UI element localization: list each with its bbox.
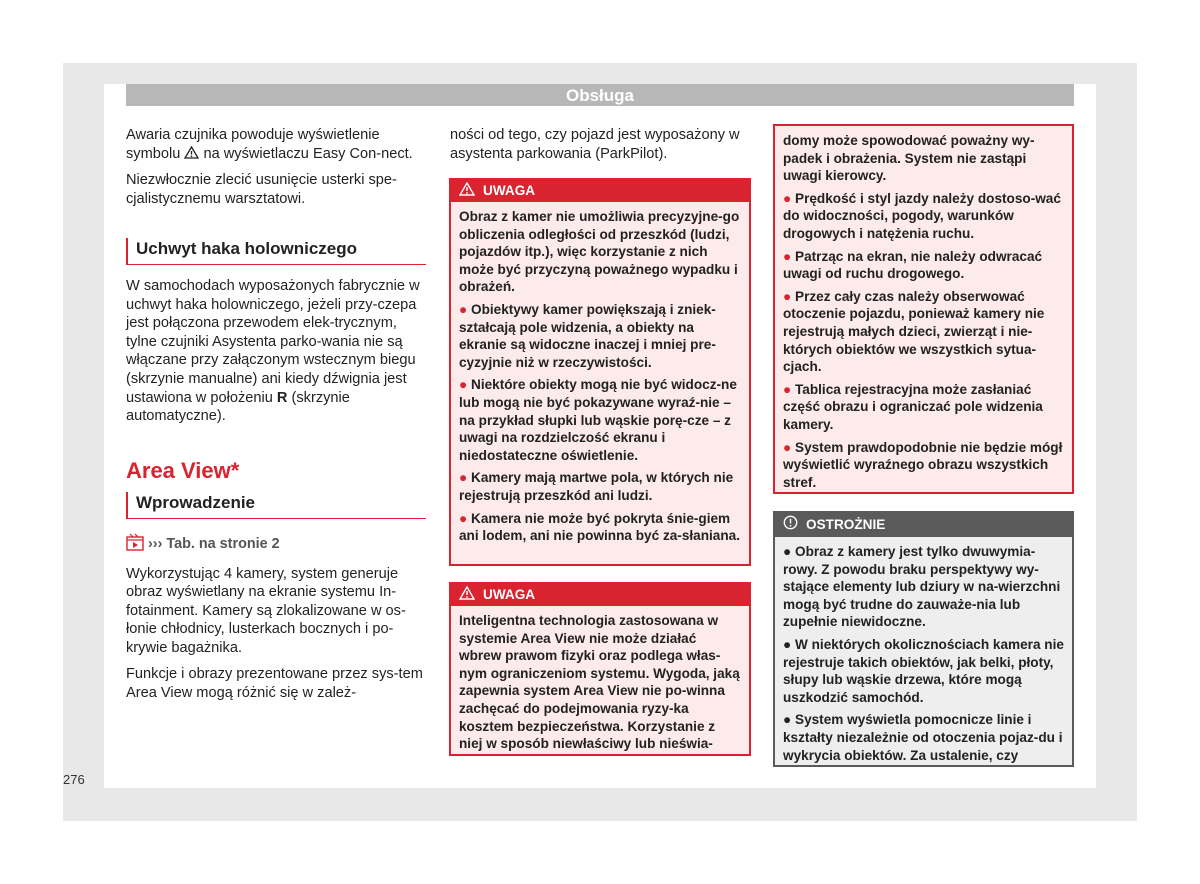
warning-triangle-icon xyxy=(184,146,203,162)
list-item: ● Tablica rejestracyjna może zasłaniać część obrazu i ograniczać pole widzenia kamery. xyxy=(783,381,1043,432)
list-item: ● Prędkość i styl jazdy należy dostoso-wać do widoczności, pogody, warunków drogowych i natężenia ruchu. xyxy=(783,190,1061,241)
gear-r-label: R xyxy=(276,389,288,406)
paragraph-sensor-fault: Awaria czujnika powoduje wyświetlenie symbolu na wyświetlaczu Easy Con-nect. xyxy=(126,127,413,162)
list-item: ● Przez cały czas należy obserwować otoczenie pojazdu, ponieważ kamery nie rejestrują małych dzieci, zwierząt i nie-których obiektów we wszystkich sytua-cjach. xyxy=(783,288,1045,375)
caution-box-header: OSTROŻNIE xyxy=(775,513,1072,537)
column-1 xyxy=(126,126,426,711)
heading-tow-hitch: Uchwyt haka holowniczego xyxy=(126,238,426,265)
paragraph-functions: Funkcje i obrazy prezentowane przez sys-tem Area View mogą różnić się w zależ- xyxy=(126,666,423,702)
section-header: Obsługa xyxy=(126,84,1074,106)
table-reference xyxy=(126,533,426,557)
list-item: ● Niektóre obiekty mogą nie być widocz-ne lub mogą nie być pokazywane wyraź-nie – na przykład słupki lub wąskie porę-cze – z uwagi na rozdzielczość ekranu i niedostateczne oświetlenie. xyxy=(459,377,737,463)
column-2 xyxy=(450,126,750,171)
list-item: ● Patrząc na ekran, nie należy odwracać uwagi od ruchu drogowego. xyxy=(783,248,1043,282)
warning-2-intro: Inteligentna technologia zastosowana w systemie Area View nie może działać wbrew prawom fizyki oraz podlega włas-nym ograniczeniom systemu. Wygoda, jaką zapewnia system Area View nie po-winna zachęcać do podejmowania ryzy-ka kosztem bezpieczeństwa. Korzystanie z niej w sposób niewłaściwy lub nieświa- xyxy=(459,613,740,752)
list-item: ● Obiektywy kamer powiększają i zniek-ształcają pole widzenia, a obiekty na ekranie są widoczne inaczej i mniej pre-cyzyjnie niż w rzeczywistości. xyxy=(459,301,716,370)
list-item: ● W niektórych okolicznościach kamera nie rejestruje takich obiektów, jak belki, płoty, słupy lub wąskie drzewa, które mogą uszkodzić samochód. xyxy=(783,636,1064,705)
caution-box xyxy=(773,511,1074,767)
page-number: 276 xyxy=(63,772,85,787)
warning-box-2 xyxy=(449,582,751,756)
warning-box-2-header: UWAGA xyxy=(451,584,749,606)
table-reference-link[interactable]: ››› Tab. na stronie 2 xyxy=(148,536,280,553)
paragraph-parkpilot: ności od tego, czy pojazd jest wyposażony w asystenta parkowania (ParkPilot). xyxy=(450,127,740,162)
list-item: ● System prawdopodobnie nie będzie mógł wyświetlić wyraźnego obrazu wszystkich stref. xyxy=(783,439,1063,490)
warning-box-1-header: UWAGA xyxy=(451,180,749,202)
media-icon xyxy=(126,533,144,557)
heading-area-view: Area View* xyxy=(126,457,240,483)
list-item: ● Obraz z kamery jest tylko dwuwymia-rowy. Z powodu braku perspektywy wy-stające elementy lub dziury w na-wierzchni mogą być trudne do zauważe-nia lub zupełnie niewidoczne. xyxy=(783,544,1061,630)
list-item: ● Kamery mają martwe pola, w których nie rejestrują przeszkód ani ludzi. xyxy=(459,470,734,503)
list-item: ● Kamera nie może być pokryta śnie-giem ani lodem, ani nie powinna być za-słaniana. xyxy=(459,510,741,544)
info-circle-icon xyxy=(783,515,798,535)
paragraph-cameras: Wykorzystując 4 kamery, system generuje obraz wyświetlany na ekranie systemu In-fotainment. Kamery są zlokalizowane w os-łonie chłodnicy, lusterkach bocznych i po-krywie bagażnika. xyxy=(126,565,406,656)
warning-triangle-icon xyxy=(459,182,475,201)
warning-box-continued xyxy=(773,124,1074,494)
paragraph-tow-hitch: W samochodach wyposażonych fabrycznie w uchwyt haka holowniczego, jeżeli przy-czepa jest połączona przewodem elek-trycznym, tylne czujniki Asystenta parko-wania nie są włączane przy załączonym wstecznym biegu (skrzynie manualne) ani kiedy dźwignia jest ustawiona w położeniu R (skrzynie automatyczne). xyxy=(126,277,420,425)
warning-triangle-icon xyxy=(459,586,475,605)
paragraph-workshop: Niezwłocznie zlecić usunięcie usterki spe-cjalistycznemu warsztatowi. xyxy=(126,172,397,207)
warning-box-1 xyxy=(449,178,751,566)
warning-continued-intro: domy może spowodować poważny wy-padek i obrażenia. System nie zastąpi uwagi kierowcy. xyxy=(783,133,1035,184)
warning-1-intro: Obraz z kamer nie umożliwia precyzyjne-go obliczenia odległości od przeszkód (ludzi, pojazdów itp.), więc korzystanie z nich może być przyczyną poważnego wypadku i obrażeń. xyxy=(459,209,740,295)
list-item: ● System wyświetla pomocnicze linie i kształty niezależnie od otoczenia pojaz-du i wykrycia obiektów. Za ustalenie, czy xyxy=(783,712,1063,763)
heading-introduction: Wprowadzenie xyxy=(126,492,426,519)
